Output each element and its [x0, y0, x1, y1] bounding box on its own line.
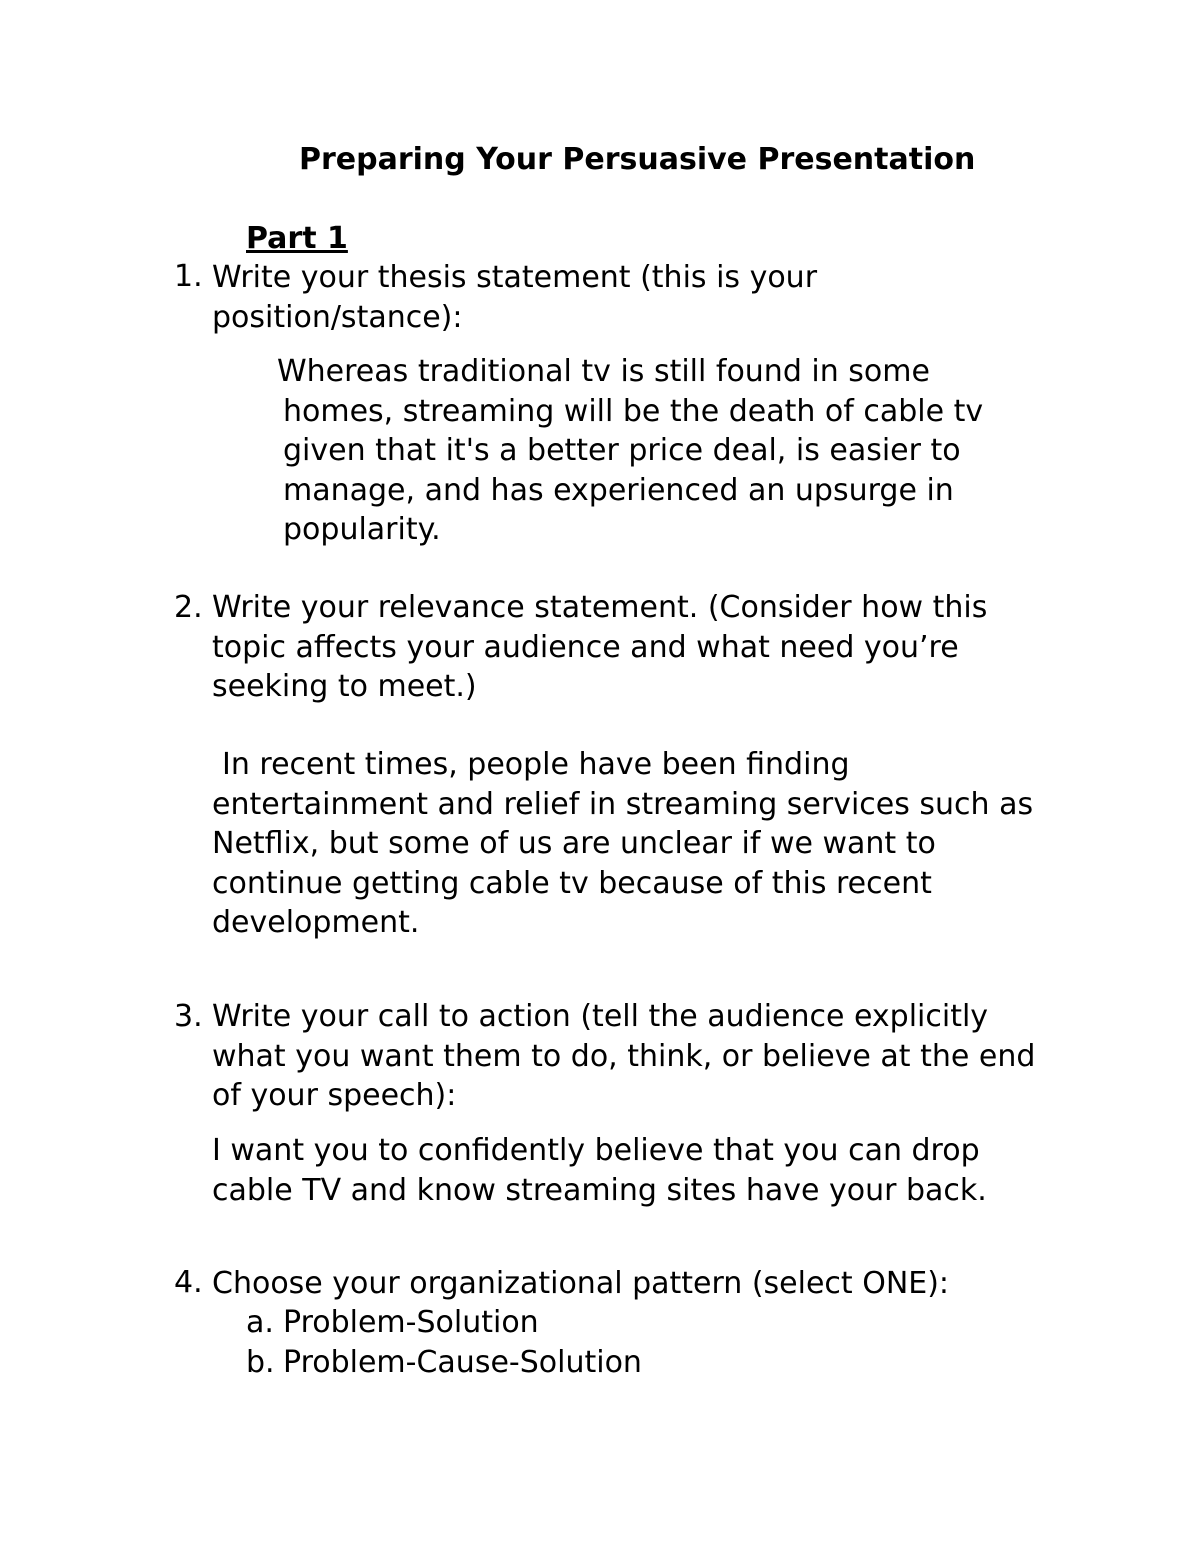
item-prompt: Choose your organizational pattern (select ONE): [212, 1266, 950, 1301]
item-answer: In recent times, people have been finding entertainment and relief in streaming services such as Netflix, but some of us are unclear if we want to continue getting cable tv because of this recent development. [212, 747, 1034, 940]
part-heading: Part 1 [246, 221, 348, 256]
item-prompt: Write your call to action (tell the audience explicitly what you want them to do, think, or believe at the end of your speech): [212, 999, 1036, 1113]
item-answer: Whereas traditional tv is still found in some homes, streaming will be the death of cable tv given that it's a better price deal, is easier to manage, and has experienced an upsurge in popularity. [277, 354, 984, 547]
item-number: 2. [174, 590, 203, 625]
option-problem-cause-solution: Problem-Cause-Solution [283, 1345, 642, 1380]
item-number: 3. [174, 999, 203, 1034]
item-prompt: Write your relevance statement. (Consider how this topic affects your audience and what need you’re seeking to meet.) [212, 590, 988, 704]
item-answer: I want you to confidently believe that you can drop cable TV and know streaming sites have your back. [212, 1133, 987, 1208]
option-letter: a. [246, 1305, 274, 1340]
document-title: Preparing Your Persuasive Presentation [299, 142, 976, 177]
option-letter: b. [246, 1345, 275, 1380]
item-number: 4. [174, 1265, 203, 1300]
item-number: 1. [174, 259, 203, 294]
item-prompt: Write your thesis statement (this is your position/stance): [212, 260, 818, 335]
option-problem-solution: Problem-Solution [283, 1305, 539, 1340]
